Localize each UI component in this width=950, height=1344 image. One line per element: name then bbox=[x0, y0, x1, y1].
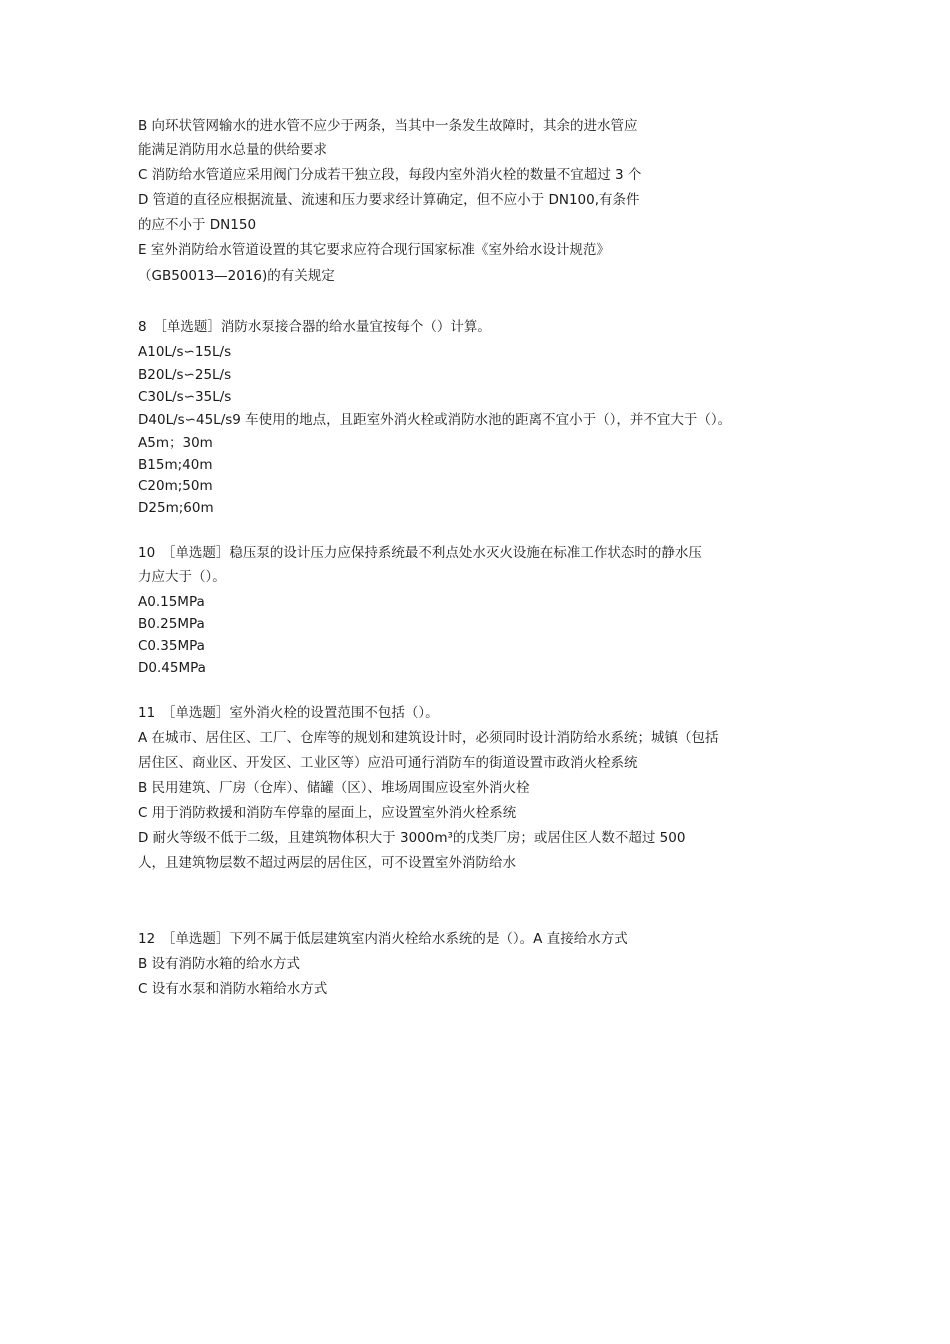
q10-option-b: B0.25MPa bbox=[138, 616, 205, 632]
q11-question: 11 ［单选题］室外消火栓的设置范围不包括（）。 bbox=[138, 705, 439, 721]
q11-option-b: B 民用建筑、厂房（仓库）、储罐（区）、堆场周围应设室外消火栓 bbox=[138, 780, 530, 796]
q8-question: 8 ［单选题］消防水泵接合器的给水量宜按每个（）计算。 bbox=[138, 319, 491, 335]
q8-option-b: B20L/s∽25L/s bbox=[138, 367, 232, 383]
q7-option-d-line2: 的应不小于 DN150 bbox=[138, 217, 257, 233]
q10-option-a: A0.15MPa bbox=[138, 594, 205, 610]
q11-option-d-line1: D 耐火等级不低于二级，且建筑物体积大于 3000m³的戊类厂房；或居住区人数不超过 500 bbox=[138, 830, 686, 846]
q12-option-b: B 设有消防水箱的给水方式 bbox=[138, 956, 301, 972]
q8-option-c: C30L/s∽35L/s bbox=[138, 389, 232, 405]
q12-question-and-option-a: 12 ［单选题］下列不属于低层建筑室内消火栓给水系统的是（）。A 直接给水方式 bbox=[138, 931, 628, 947]
q8-option-a: A10L/s∽15L/s bbox=[138, 344, 232, 360]
q7-option-b-line2: 能满足消防用水总量的供给要求 bbox=[138, 142, 327, 158]
q9-option-b: B15m;40m bbox=[138, 457, 213, 473]
q9-option-c: C20m;50m bbox=[138, 478, 213, 494]
q7-option-e-line1: E 室外消防给水管道设置的其它要求应符合现行国家标准《室外给水设计规范》 bbox=[138, 242, 610, 258]
q10-option-d: D0.45MPa bbox=[138, 660, 206, 676]
q7-option-d-line1: D 管道的直径应根据流量、流速和压力要求经计算确定，但不应小于 DN100,有条件 bbox=[138, 192, 640, 208]
q8-option-d-and-q9-question: D40L/s∽45L/s9 车使用的地点，且距室外消火栓或消防水池的距离不宜小于（），并不宜大于（）。 bbox=[138, 412, 732, 428]
q11-option-a-line2: 居住区、商业区、开发区、工业区等）应沿可通行消防车的街道设置市政消火栓系统 bbox=[138, 755, 638, 771]
q10-question-line1: 10 ［单选题］稳压泵的设计压力应保持系统最不利点处水灭火设施在标准工作状态时的静水压 bbox=[138, 545, 702, 561]
q10-question-line2: 力应大于（）。 bbox=[138, 569, 226, 585]
q7-option-c: C 消防给水管道应采用阀门分成若干独立段，每段内室外消火栓的数量不宜超过 3 个 bbox=[138, 167, 642, 183]
q9-option-d: D25m;60m bbox=[138, 500, 214, 516]
q11-option-c: C 用于消防救援和消防车停靠的屋面上，应设置室外消火栓系统 bbox=[138, 805, 517, 821]
q9-option-a: A5m；30m bbox=[138, 435, 213, 451]
q10-option-c: C0.35MPa bbox=[138, 638, 205, 654]
q7-option-e-line2: （GB50013—2016)的有关规定 bbox=[138, 268, 335, 284]
q7-option-b-line1: B 向环状管网输水的进水管不应少于两条，当其中一条发生故障时，其余的进水管应 bbox=[138, 118, 638, 134]
q11-option-a-line1: A 在城市、居住区、工厂、仓库等的规划和建筑设计时，必须同时设计消防给水系统；城镇（包括 bbox=[138, 730, 719, 746]
q12-option-c: C 设有水泵和消防水箱给水方式 bbox=[138, 981, 328, 997]
q11-option-d-line2: 人，且建筑物层数不超过两层的居住区，可不设置室外消防给水 bbox=[138, 855, 516, 871]
